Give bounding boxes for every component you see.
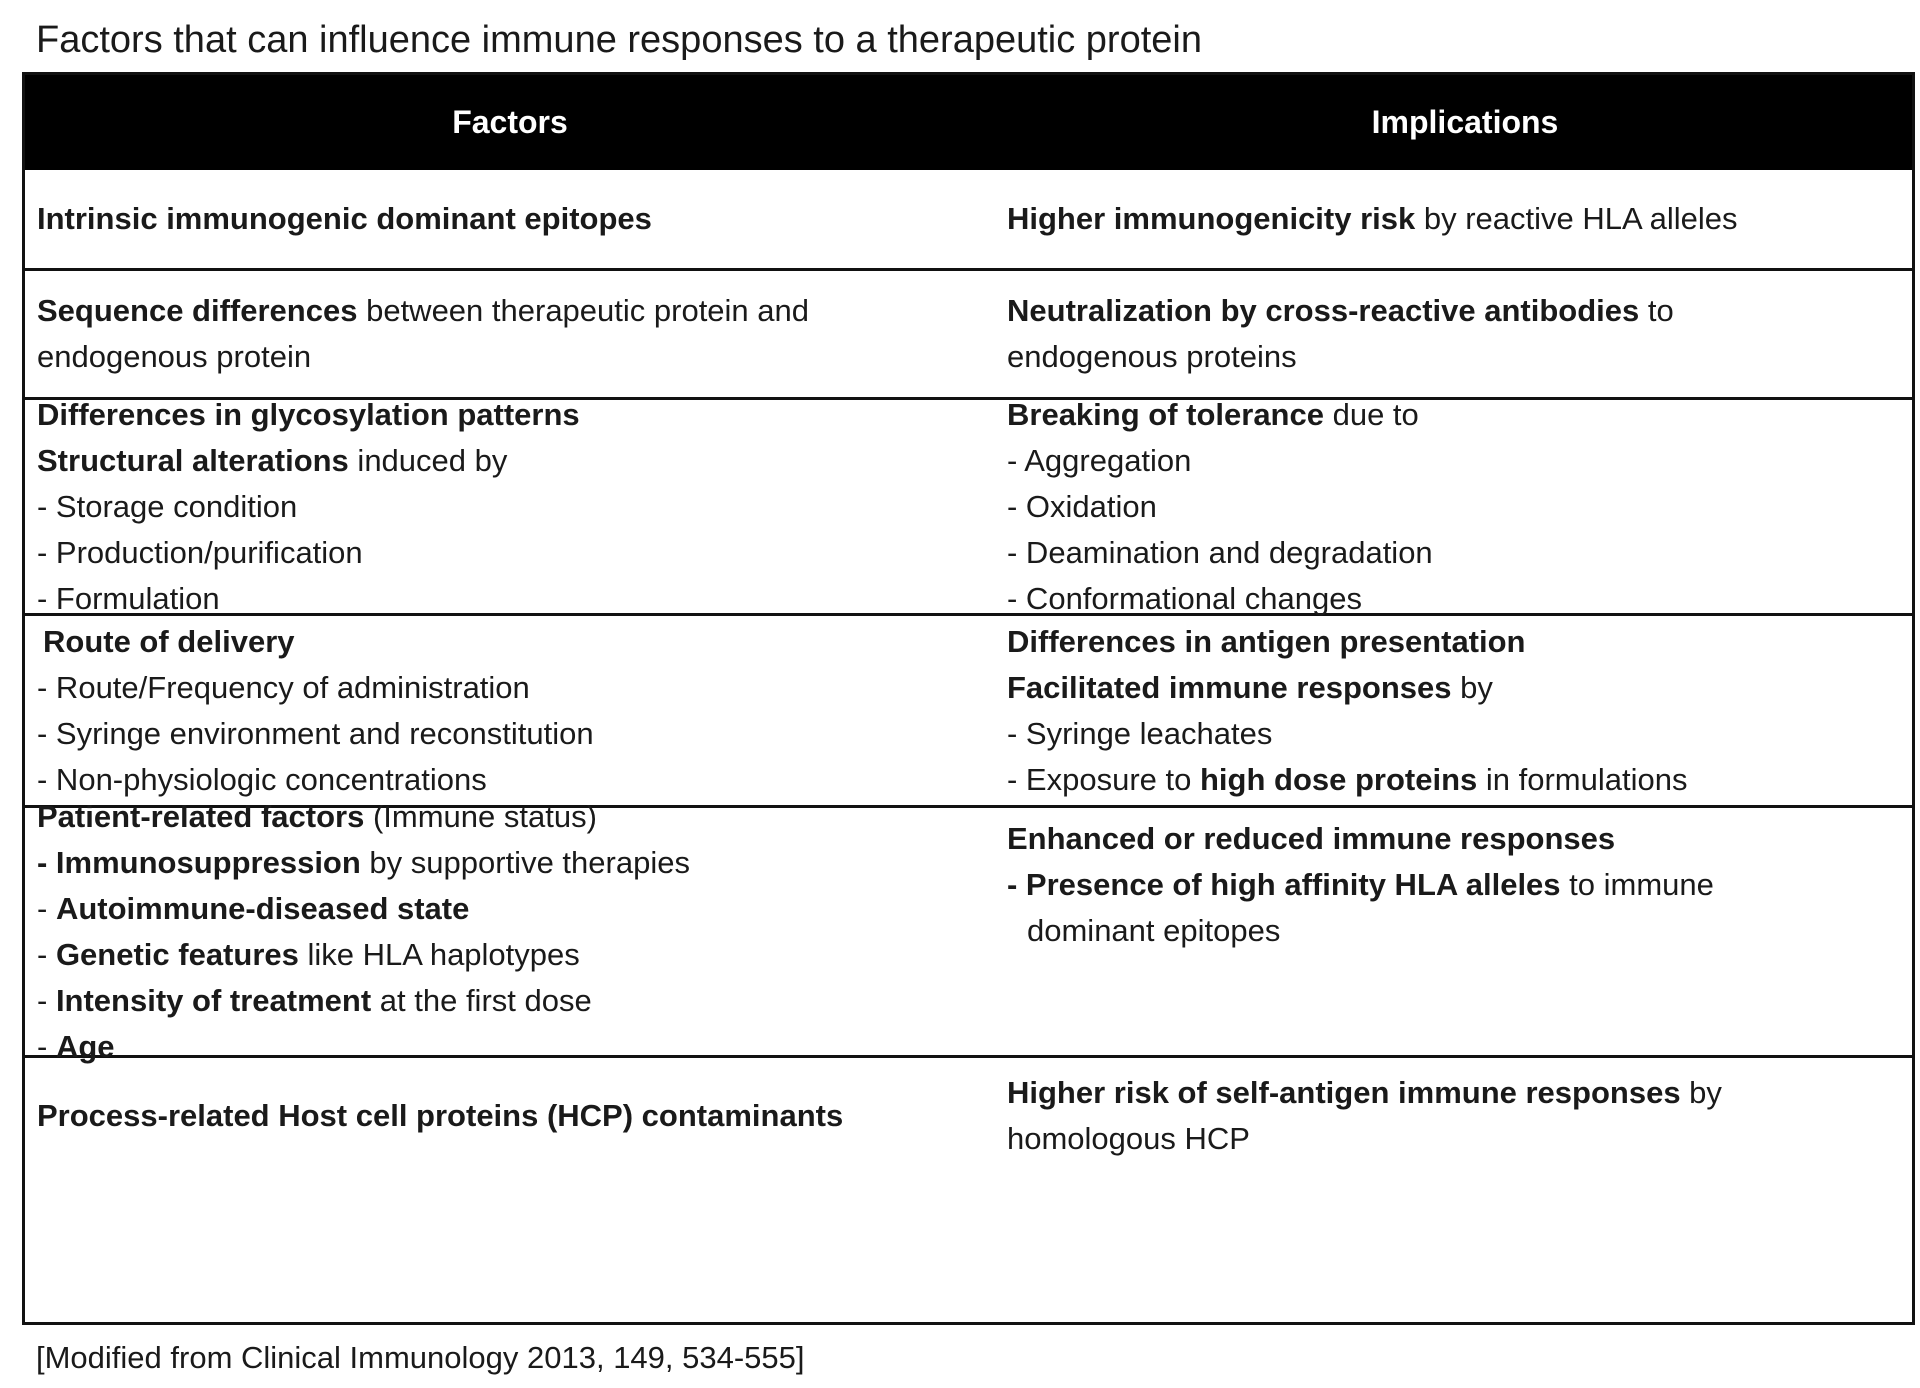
table-row-delivery [25,616,1912,808]
implication-cell [1007,396,1897,616]
factors-table [22,72,1915,1325]
factor-cell [37,170,977,268]
factor-text: Age [55,1028,115,1064]
factor-text: - [37,1028,56,1064]
factor-text: - [37,890,56,926]
implication-text: - Aggregation [1007,442,1192,478]
table-row-glycosylation [25,396,1912,616]
factor-text: - [37,982,56,1018]
implication-text: by [1680,1075,1722,1110]
implication-text: Neutralization by cross-reactive antibodies [1007,293,1640,328]
factor-text: Intensity of treatment [55,982,372,1018]
implication-text: to [1639,293,1674,328]
implication-text: - Syringe leachates [1007,715,1273,751]
factor-text: (Immune status) [364,798,597,834]
factor-cell [37,616,977,805]
implication-text: Higher immunogenicity risk [1007,201,1416,236]
factor-cell [37,271,977,397]
table-row-epitopes [25,170,1912,271]
implication-text: homologous HCP [1007,1121,1250,1156]
implication-text: to immune [1560,867,1714,902]
factor-text: Patient-related factors [37,798,365,834]
table-row-patient [25,798,1912,1064]
implication-text: - Oxidation [1007,488,1157,524]
implication-cell [1007,271,1897,397]
factor-text: Genetic features [55,936,299,972]
factor-cell [37,396,977,616]
implication-text: Higher risk of self-antigen immune responses [1007,1075,1681,1110]
factor-text: Autoimmune-diseased state [55,890,470,926]
factor-text: like HLA haplotypes [298,936,580,972]
implication-text: Breaking of tolerance [1007,396,1324,432]
implication-text: by reactive HLA alleles [1415,201,1738,236]
implication-text: in formulations [1477,761,1688,797]
page-title: Factors that can influence immune responses to a therapeutic protein [36,19,1202,61]
factor-text: Intrinsic immunogenic dominant epitopes [37,201,652,236]
factor-text: endogenous protein [37,339,312,374]
implication-cell [1007,808,1897,1055]
factor-text: - Formulation [37,580,220,616]
factor-cell [37,798,977,1064]
table-row-hcp [25,1058,1912,1322]
factor-text: Sequence differences [37,293,358,328]
factor-text: Process-related Host cell proteins (HCP) contaminants [37,1098,844,1133]
implication-text: - Deamination and degradation [1007,534,1433,570]
header-factors: Factors [452,104,568,140]
implication-text: Differences in antigen presentation [1007,623,1526,659]
factor-text: - Immunosuppression [37,844,361,880]
factor-text: induced by [348,442,508,478]
factor-text: - [37,936,56,972]
implication-text: - Conformational changes [1007,580,1362,616]
implication-text: Facilitated immune responses [1007,669,1452,705]
implication-text: endogenous proteins [1007,339,1297,374]
implication-text: high dose proteins [1199,761,1478,797]
source-citation: [Modified from Clinical Immunology 2013, 149, 534-555] [36,1340,805,1375]
factor-text: - Non-physiologic concentrations [37,761,487,797]
implication-cell [1007,170,1897,268]
factor-text: between therapeutic protein and [357,293,810,328]
header-implications: Implications [1371,104,1559,140]
factor-text: - Production/purification [37,534,363,570]
implication-text: Enhanced or reduced immune responses [1007,821,1616,856]
factor-text: Structural alterations [37,442,349,478]
implication-text: - Presence of high affinity HLA alleles [1007,867,1561,902]
factor-text: - Syringe environment and reconstitution [37,715,594,751]
factor-text: - Route/Frequency of administration [37,669,530,705]
factor-text: at the first dose [371,982,592,1018]
factor-text: - Storage condition [37,488,298,524]
factor-text: by supportive therapies [360,844,690,880]
implication-cell [1007,1058,1897,1322]
implication-text: - Exposure to [1007,761,1200,797]
factor-cell [37,1058,977,1322]
factor-text: Route of delivery [43,623,295,659]
factor-text: Differences in glycosylation patterns [37,396,580,432]
implication-text: due to [1323,396,1419,432]
table-row-sequence [25,271,1912,400]
implication-text: dominant epitopes [1027,913,1281,948]
table-header [25,75,1912,170]
implication-cell [1007,616,1897,805]
implication-text: by [1451,669,1493,705]
